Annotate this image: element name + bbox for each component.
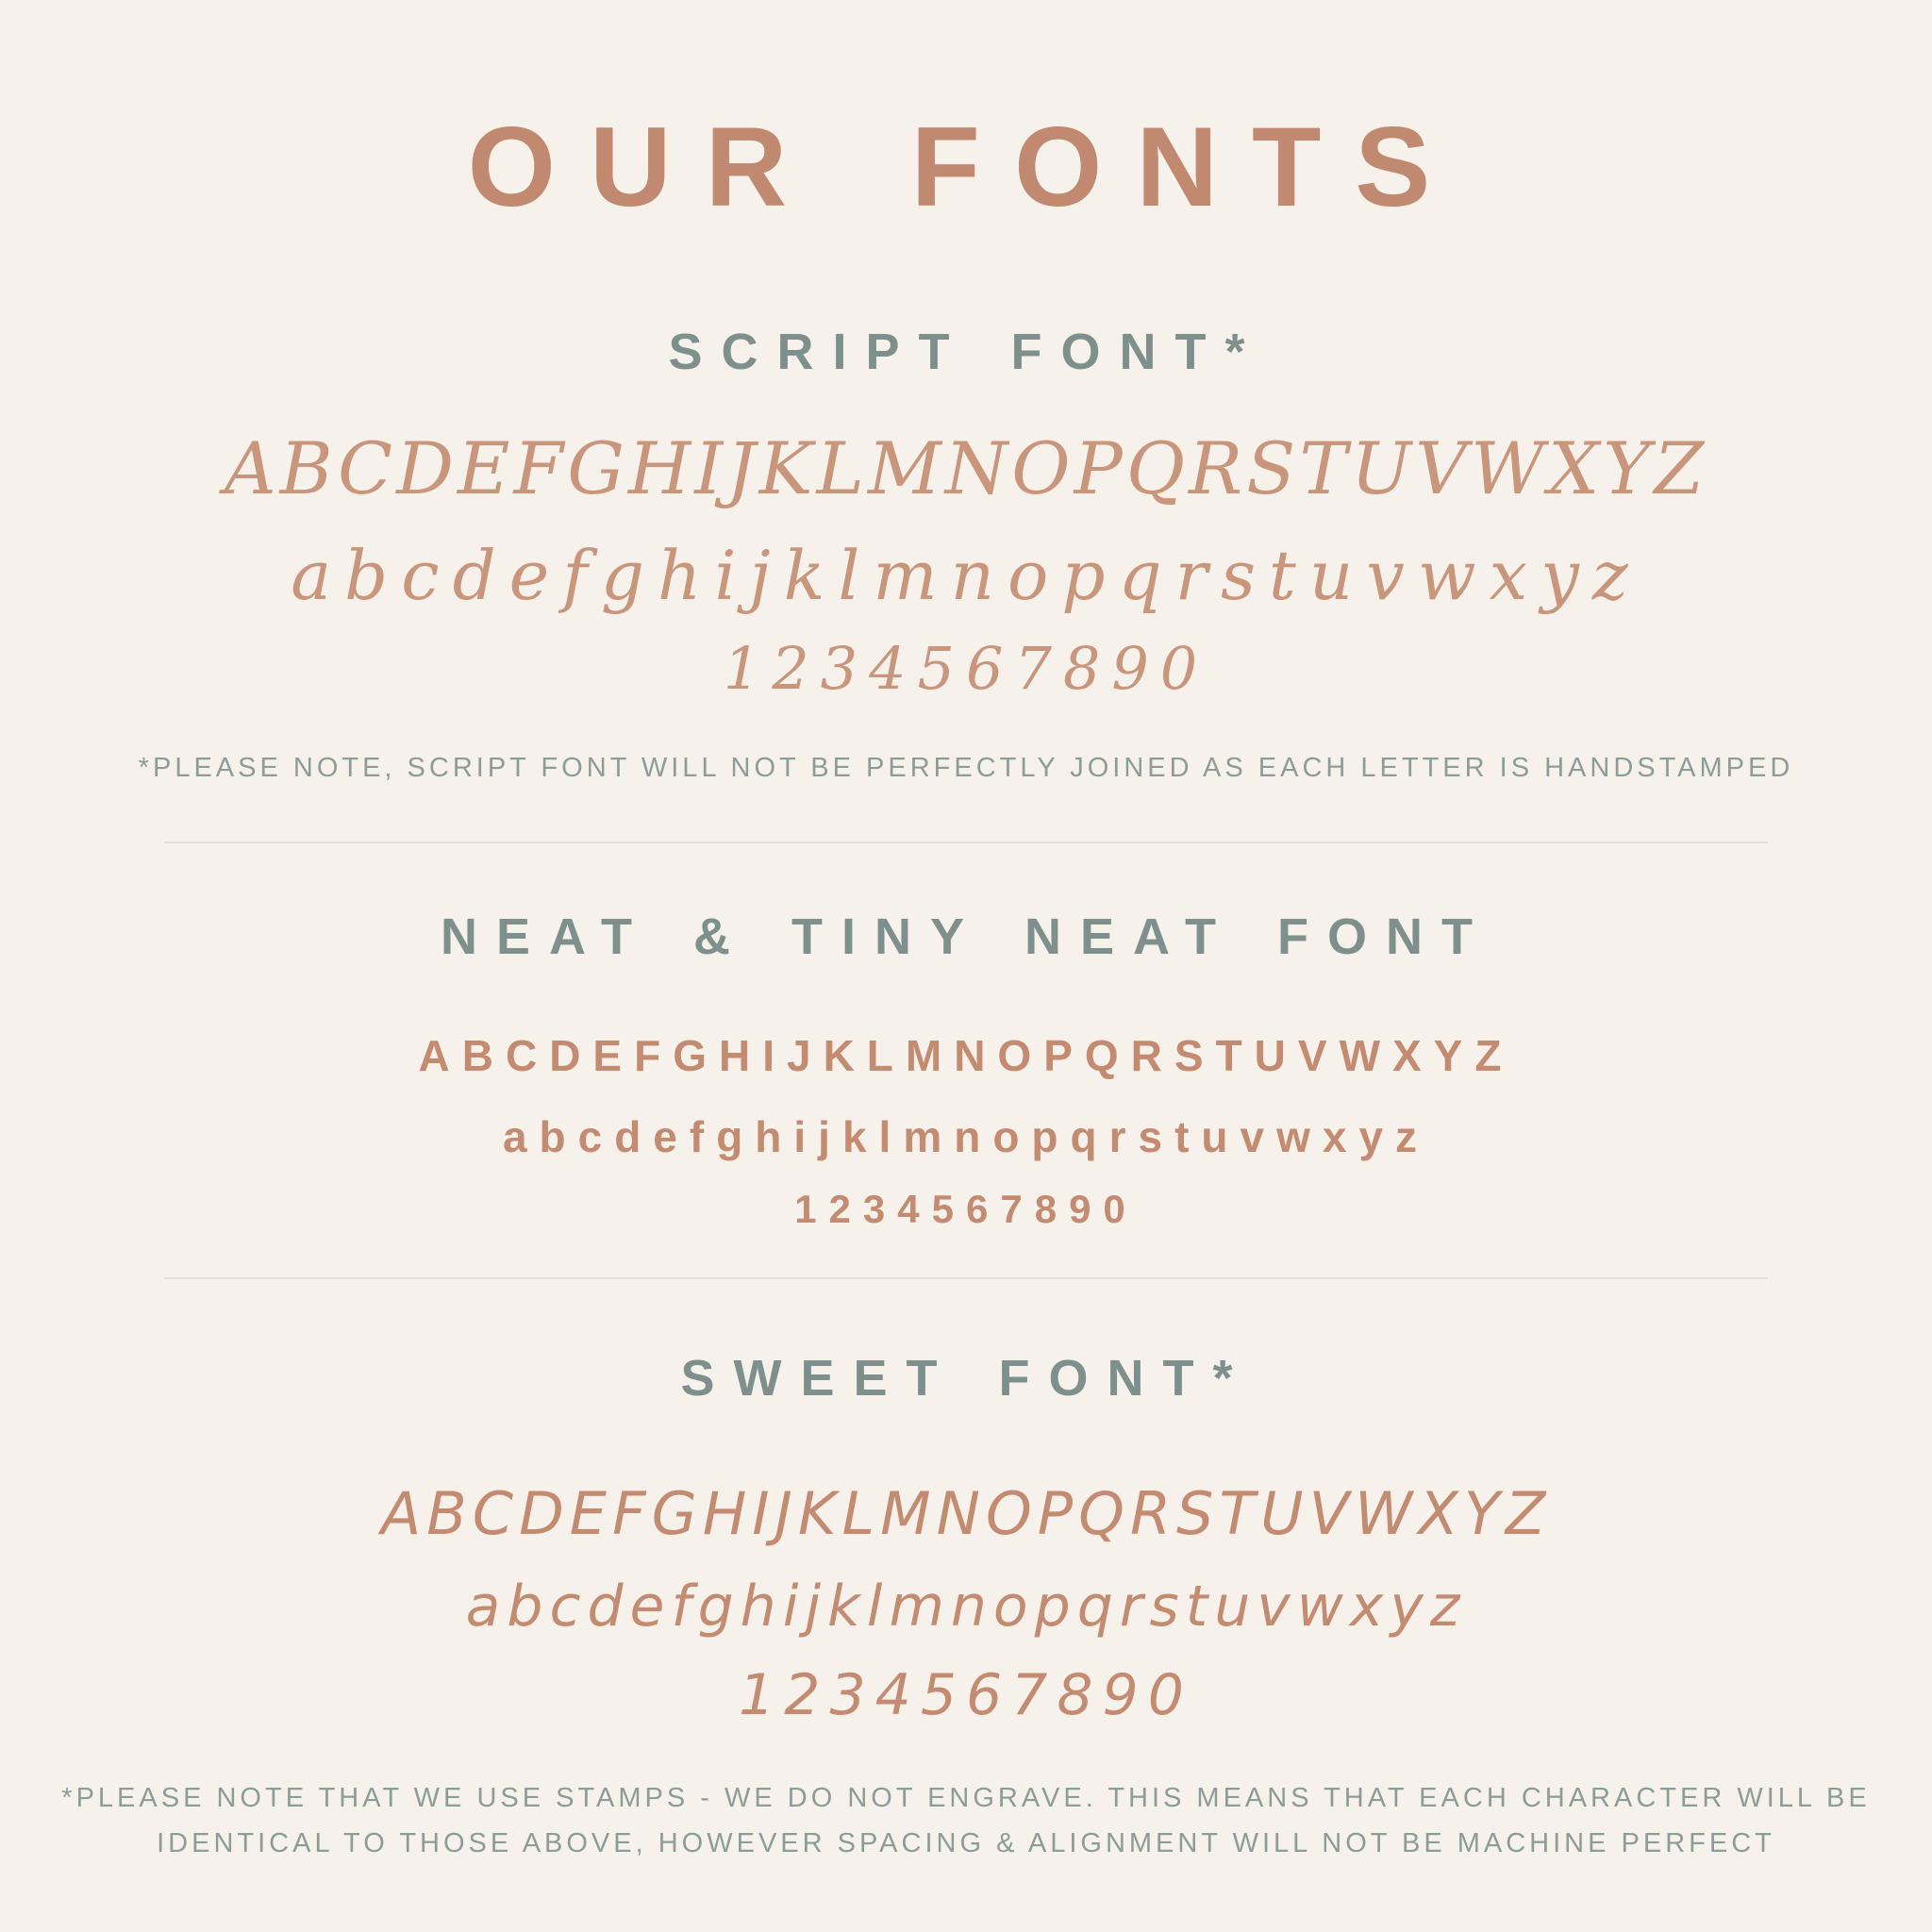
stamps-note-line-1: *PLEASE NOTE THAT WE USE STAMPS - WE DO NOT ENGRAVE. THIS MEANS THAT EACH CHARACTER WILL BE — [61, 1783, 1871, 1813]
section-divider — [164, 1277, 1768, 1279]
page-title: OUR FONTS — [467, 104, 1465, 230]
neat-uppercase-row: ABCDEFGHIJKLMNOPQRSTUVWXYZ — [418, 1031, 1514, 1080]
neat-lowercase-row: abcdefghijklmnopqrstuvwxyz — [502, 1112, 1430, 1161]
script-lowercase-row: abcdefghijklmnopqrstuvwxyz — [291, 536, 1641, 615]
script-numbers-row: 1234567890 — [723, 634, 1209, 703]
section-heading-sweet: SWEET FONT* — [680, 1350, 1252, 1407]
section-heading-neat: NEAT & TINY NEAT FONT — [441, 908, 1491, 965]
sweet-numbers-row: 1234567890 — [739, 1662, 1193, 1728]
neat-numbers-row: 1234567890 — [794, 1187, 1138, 1231]
stamps-note-line-2: IDENTICAL TO THOSE ABOVE, HOWEVER SPACING & ALIGNMENT WILL NOT BE MACHINE PERFECT — [157, 1828, 1775, 1858]
script-handstamped-note: *PLEASE NOTE, SCRIPT FONT WILL NOT BE PERFECTLY JOINED AS EACH LETTER IS HANDSTAMPED — [138, 753, 1794, 783]
script-uppercase-row: ABCDEFGHIJKLMNOPQRSTUVWXYZ — [224, 426, 1708, 510]
section-heading-script: SCRIPT FONT* — [668, 324, 1264, 380]
sweet-lowercase-row: abcdefghijklmnopqrstuvwxyz — [465, 1574, 1467, 1640]
section-divider — [164, 841, 1768, 843]
sweet-uppercase-row: ABCDEFGHIJKLMNOPQRSTUVWXYZ — [380, 1479, 1552, 1548]
